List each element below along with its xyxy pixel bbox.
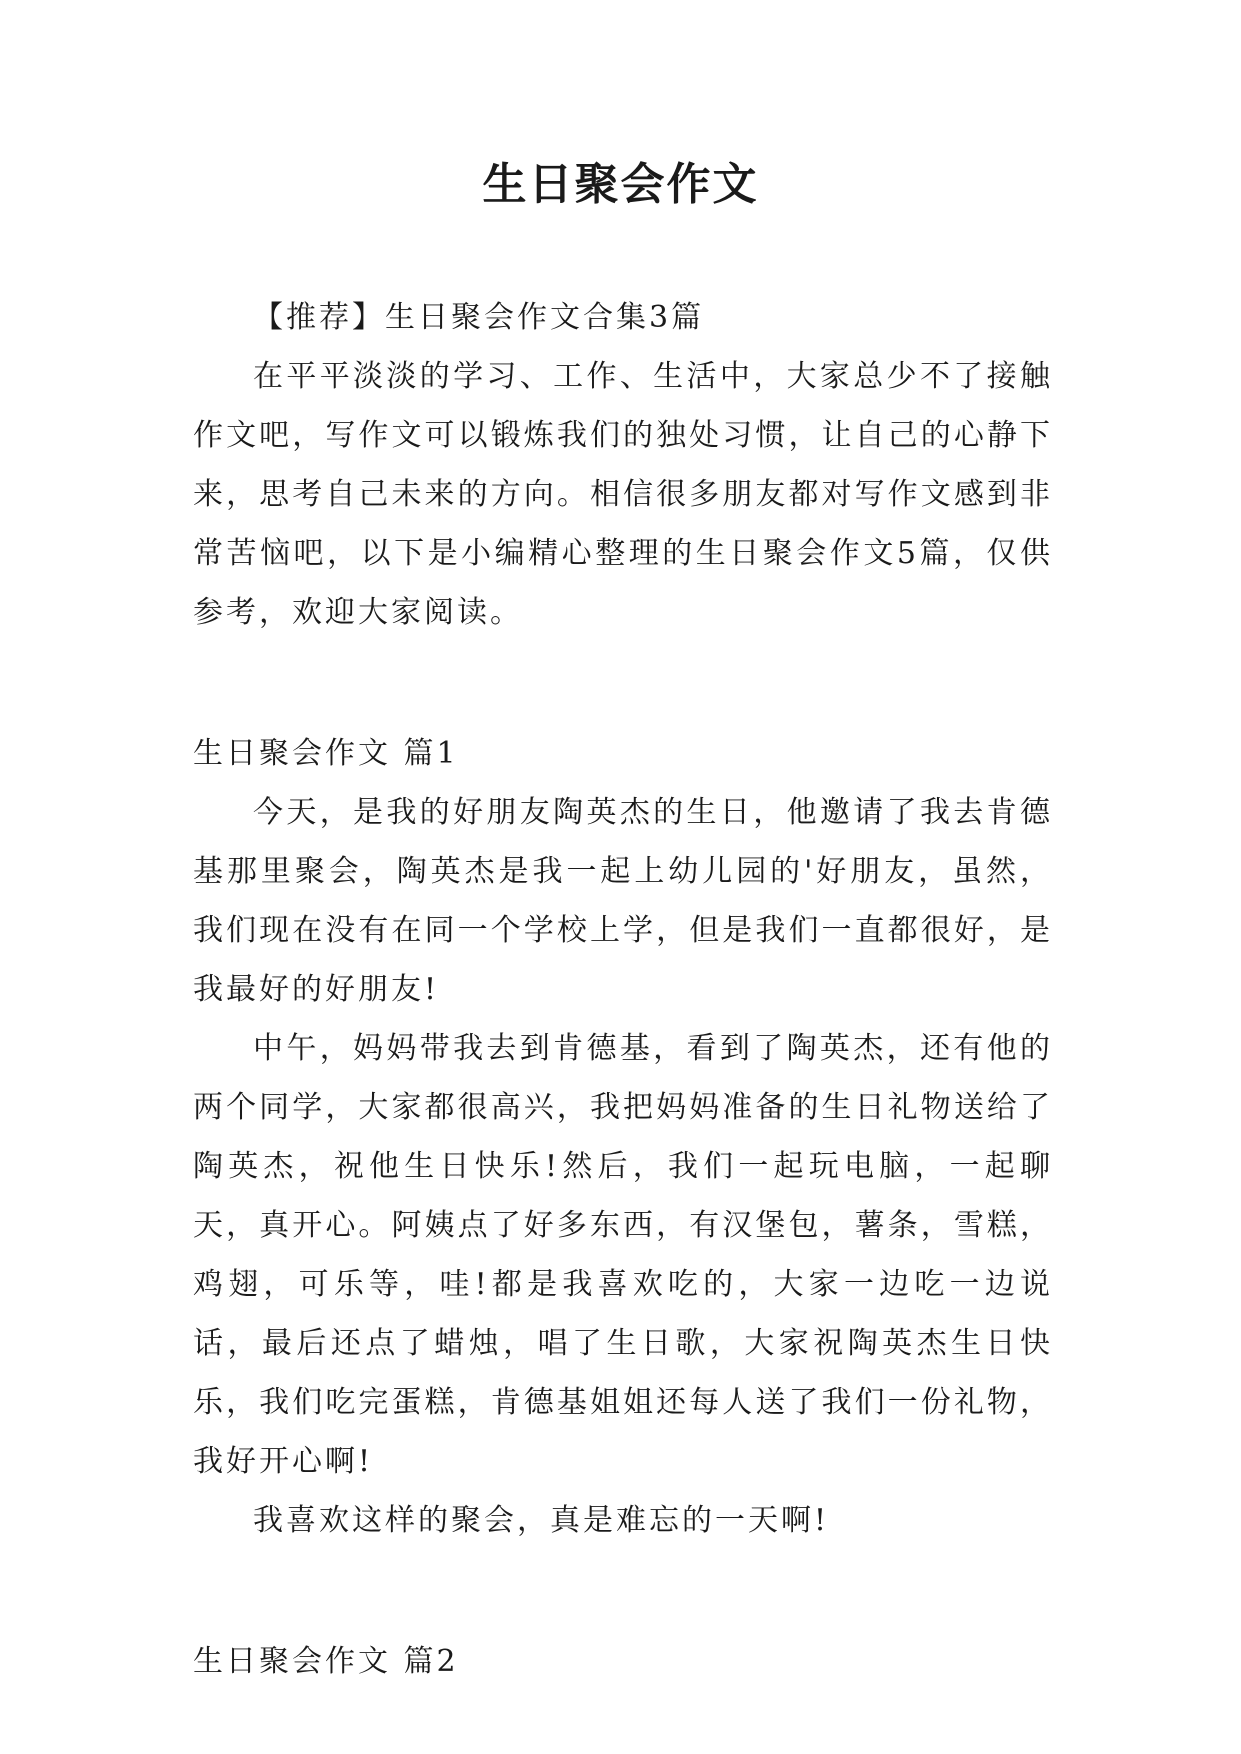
- section-heading-2: 生日聚会作文 篇2: [193, 1644, 459, 1679]
- section-spacer: [193, 1550, 1053, 1632]
- document-title: 生日聚会作文: [482, 159, 759, 210]
- section-1-paragraph-1: 今天，是我的好朋友陶英杰的生日，他邀请了我去肯德基那里聚会，陶英杰是我一起上幼儿园的'好朋友，虽然，我们现在没有在同一个学校上学，但是我们一直都很好，是我最好的好朋友!: [193, 795, 1053, 1007]
- section-spacer: [193, 642, 1053, 724]
- intro-paragraph: 在平平淡淡的学习、工作、生活中，大家总少不了接触作文吧，写作文可以锻炼我们的独处习惯，让自己的心静下来，思考自己未来的方向。相信很多朋友都对写作文感到非常苦恼吧，以下是小编精心整理的生日聚会作文5篇，仅供参考，欢迎大家阅读。: [193, 359, 1053, 630]
- intro-line: 【推荐】生日聚会作文合集3篇: [253, 300, 705, 335]
- document-body: [193, 288, 1053, 1691]
- section-1-paragraph-3: 我喜欢这样的聚会，真是难忘的一天啊!: [253, 1503, 830, 1538]
- section-heading-1: 生日聚会作文 篇1: [193, 736, 459, 771]
- section-1-paragraph-2: 中午，妈妈带我去到肯德基，看到了陶英杰，还有他的两个同学，大家都很高兴，我把妈妈准备的生日礼物送给了陶英杰，祝他生日快乐!然后，我们一起玩电脑，一起聊天，真开心。阿姨点了好多东西，有汉堡包，薯条，雪糕，鸡翅，可乐等，哇!都是我喜欢吃的，大家一边吃一边说话，最后还点了蜡烛，唱了生日歌，大家祝陶英杰生日快乐，我们吃完蛋糕，肯德基姐姐还每人送了我们一份礼物，我好开心啊!: [193, 1031, 1053, 1479]
